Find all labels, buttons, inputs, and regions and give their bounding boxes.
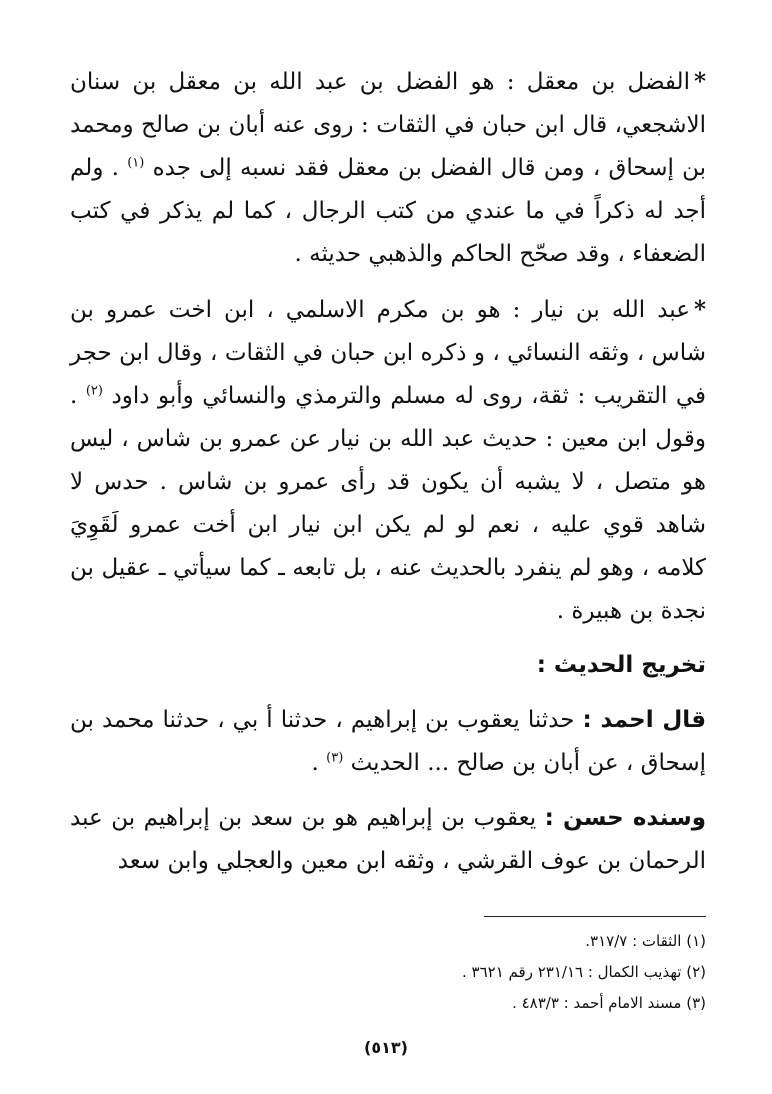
page-number: (٥١٣) <box>364 1038 408 1057</box>
paragraph-isnad-assessment <box>70 797 706 883</box>
footnote-divider <box>484 916 706 917</box>
paragraph-text-continued: . وقول ابن معين : حديث عبد الله بن نيار عن عمرو بن شاس ، ليس هو متصل ، لا يشبه أن يكون قد رأى عمرو بن شاس . حدس لا شاهد قوي عليه ، نعم لو لم يكن ابن نيار ابن أخت عمرو لَقَوِيَ كلامه ، وهو لم ينفرد بالحديث عنه ، بل تابعه ـ كما سيأتي ـ عقيل بن نجدة بن هبيرة . <box>70 383 706 624</box>
paragraph-text: حدثنا يعقوب بن إبراهيم ، حدثنا أ بي ، حدثنا محمد بن إسحاق ، عن أبان بن صالح ... الحديث <box>70 707 706 776</box>
footnote-2: (٢) تهذيب الكمال : ٢٣١/١٦ رقم ٣٦٢١ . <box>462 963 706 981</box>
paragraph-fadl-ibn-maqil <box>70 60 706 276</box>
paragraph-lead: وسنده حسن : <box>544 805 707 831</box>
paragraph-text: عبد الله بن نيار : هو بن مكرم الاسلمي ، ابن اخت عمرو بن شاس ، وثقه النسائي ، و ذكره ابن حبان في الثقات ، وقال ابن حجر في التقريب : ثقة، روى له مسلم والترمذي والنسائي وأبو داود <box>70 297 707 409</box>
footnote-ref-2[interactable]: (٢) <box>85 383 103 399</box>
paragraph-text: الفضل بن معقل : هو الفضل بن عبد الله بن معقل بن سنان الاشجعي، قال ابن حبان في الثقات : روى عنه أبان بن صالح ومحمد بن إسحاق ، ومن قال الفضل بن معقل فقد نسبه إلى جده <box>70 69 707 181</box>
footnote-1: (١) الثقات : ٣١٧/٧. <box>585 932 706 950</box>
footnote-ref-3[interactable]: (٣) <box>326 750 344 766</box>
paragraph-text-continued: . ولم أجد له ذكراً في ما عندي من كتب الرجال ، كما لم يذكر في كتب الضعفاء ، وقد صحّح الحاكم والذهبي حديثه . <box>70 155 706 267</box>
bullet-star: * <box>693 68 706 95</box>
footnotes <box>206 926 706 1019</box>
paragraph-text-continued: . <box>311 750 319 776</box>
footnote-3: (٣) مسند الامام أحمد : ٤٨٣/٣ . <box>512 994 706 1012</box>
section-heading: تخريج الحديث : <box>536 652 706 678</box>
page-body <box>70 60 706 895</box>
paragraph-lead: قال احمد : <box>582 707 707 733</box>
paragraph-abdullah-ibn-niyar <box>70 288 706 633</box>
paragraph-text: يعقوب بن إبراهيم هو بن سعد بن إبراهيم بن عبد الرحمان بن عوف القرشي ، وثقه ابن معين والعجلي وابن سعد <box>70 805 706 874</box>
footnote-ref-1[interactable]: (١) <box>127 155 145 171</box>
paragraph-ahmad-narration <box>70 699 706 785</box>
bullet-star: * <box>693 296 706 323</box>
